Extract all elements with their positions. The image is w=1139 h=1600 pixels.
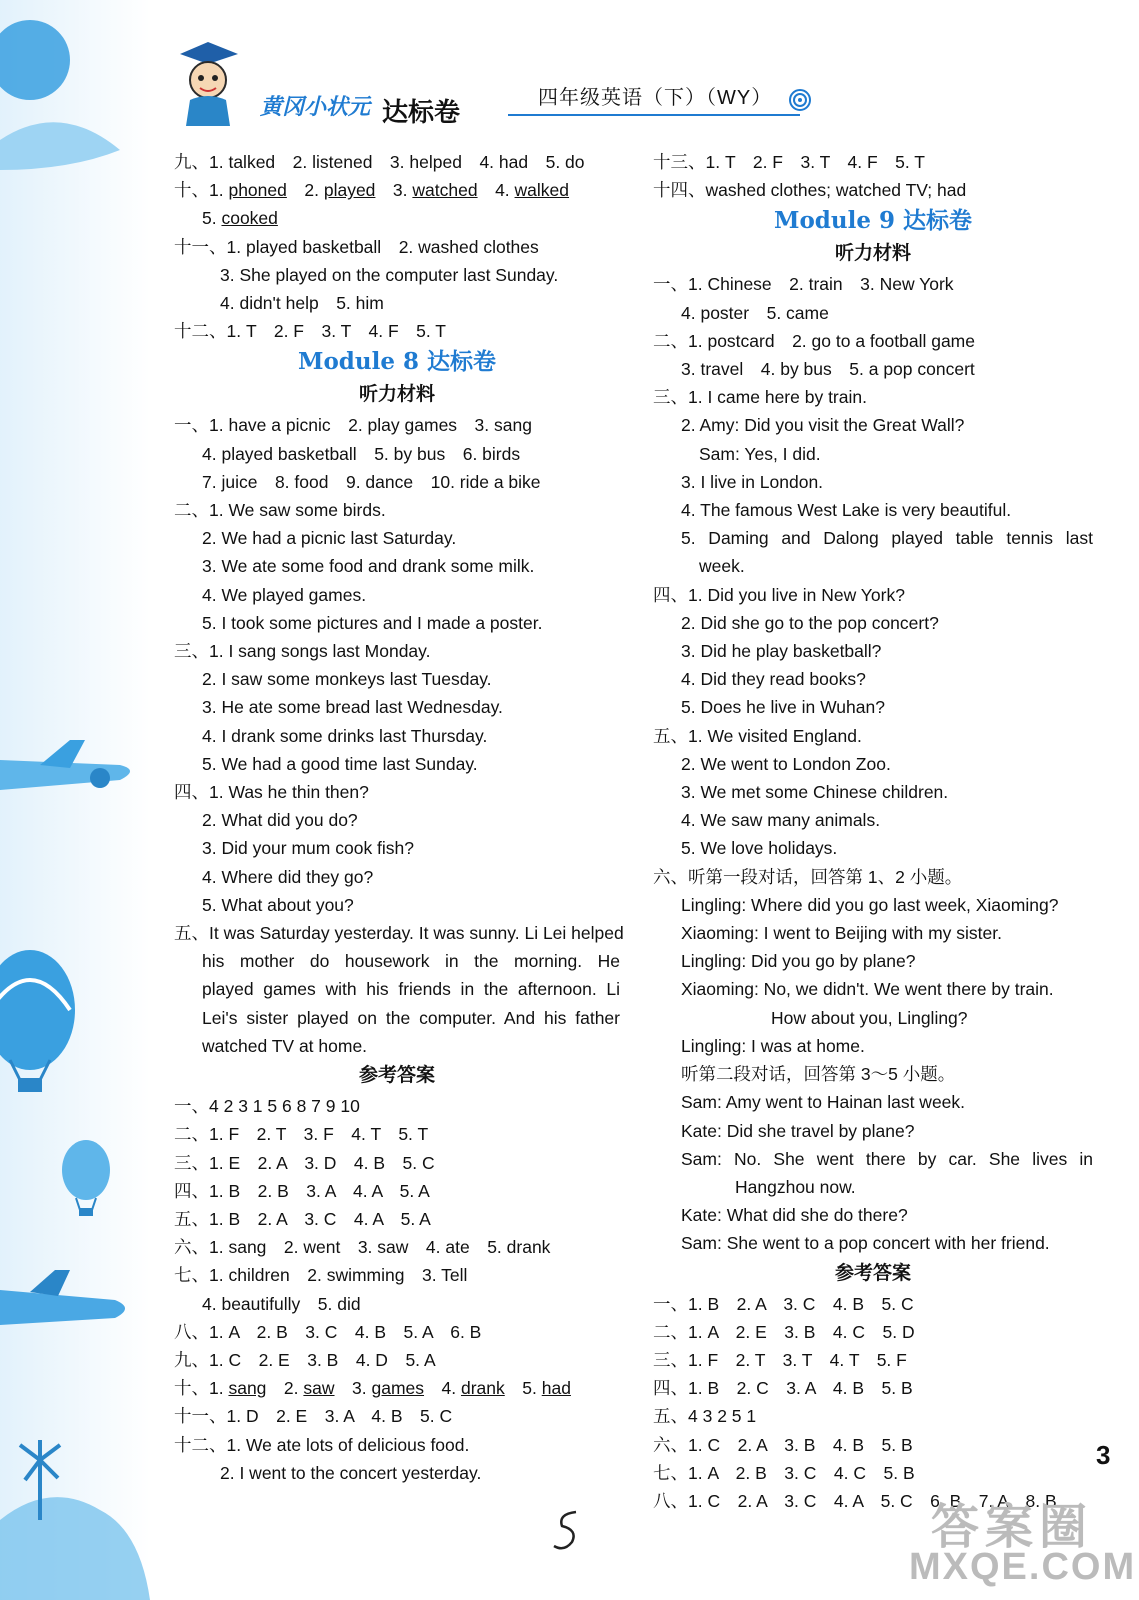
answer-line: 二、1. A 2. E 3. B 4. C 5. D — [653, 1321, 915, 1342]
dialogue-line: Xiaoming: No, we didn't. We went there by train. — [681, 979, 1054, 1000]
text-line: 一、1. have a picnic 2. play games 3. sang — [174, 415, 532, 436]
dialogue-line: Xiaoming: I went to Beijing with my sister. — [681, 923, 1002, 944]
page-number: 3 — [1096, 1440, 1111, 1470]
answer-line: 十二、1. T 2. F 3. T 4. F 5. T — [174, 321, 446, 342]
text-line: his mother do housework in the morning. He — [202, 951, 620, 972]
text-line: 3. Did he play basketball? — [681, 641, 882, 662]
text-line: 六、听第一段对话，回答第 1、2 小题。 — [653, 866, 963, 887]
answer-line: 4. didn't help 5. him — [220, 293, 384, 314]
grade-text: 四年级英语（下）（WY） — [538, 87, 773, 109]
answer-line: 二、1. F 2. T 3. F 4. T 5. T — [174, 1124, 429, 1145]
dialogue-line: Lingling: Did you go by plane? — [681, 951, 916, 972]
answer-line: 十四、washed clothes; watched TV; had — [653, 180, 967, 201]
text-line: 三、1. I sang songs last Monday. — [174, 641, 431, 662]
text-line: 五、It was Saturday yesterday. It was sunny. Li Lei helped — [174, 923, 624, 944]
text-line: 一、1. Chinese 2. train 3. New York — [653, 274, 954, 295]
answer-line: 四、1. B 2. C 3. A 4. B 5. B — [653, 1378, 913, 1399]
handwritten-mark-icon — [548, 1508, 588, 1554]
text-line: 3. I live in London. — [681, 471, 824, 492]
text-line: 4. Did they read books? — [681, 669, 866, 690]
text-line: 二、1. We saw some birds. — [174, 500, 386, 521]
swirl-icon — [788, 88, 812, 112]
answer-line: 3. She played on the computer last Sunday. — [220, 264, 559, 285]
text-line: 5. What about you? — [202, 894, 354, 915]
text-line: 5. I took some pictures and I made a poster. — [202, 612, 543, 633]
answer-line: 五、4 3 2 5 1 — [653, 1406, 757, 1427]
answer-line: 七、1. A 2. B 3. C 4. C 5. B — [653, 1462, 915, 1483]
module-8-title: Module 8 达标卷 — [298, 348, 496, 376]
answer-line: 五、1. B 2. A 3. C 4. A 5. A — [174, 1208, 431, 1229]
dialogue-line: Sam: Amy went to Hainan last week. — [681, 1092, 966, 1113]
answer-line: 十一、1. played basketball 2. washed clothes — [174, 236, 539, 257]
text-line: 3. We ate some food and drank some milk. — [202, 556, 535, 577]
answer-line: 七、1. children 2. swimming 3. Tell — [174, 1265, 468, 1286]
answer-line: 八、1. A 2. B 3. C 4. B 5. A 6. B — [174, 1321, 482, 1342]
text-line: 5. We had a good time last Sunday. — [202, 753, 478, 774]
text-line: 五、1. We visited England. — [653, 725, 862, 746]
text-line: 3. He ate some bread last Wednesday. — [202, 697, 503, 718]
dialogue-line: Sam: No. She went there by car. She lives in — [681, 1148, 1093, 1169]
answer-line: 四、1. B 2. B 3. A 4. A 5. A — [174, 1180, 430, 1201]
text-line: 2. Did she go to the pop concert? — [681, 612, 939, 633]
dialogue-line: Lingling: I was at home. — [681, 1035, 865, 1056]
text-line: 2. I saw some monkeys last Tuesday. — [202, 669, 492, 690]
watermark-cn: 答案圈 — [931, 1501, 1094, 1554]
answers-heading: 参考答案 — [358, 1065, 435, 1087]
grade-label — [508, 82, 800, 116]
text-line: 四、1. Did you live in New York? — [653, 584, 905, 605]
text-line: 2. Amy: Did you visit the Great Wall? — [681, 415, 965, 436]
logo-script-text: 黄冈小状元 — [260, 94, 371, 120]
text-line: played games with his friends in the afternoon. Li — [202, 979, 620, 1000]
text-line: 2. We went to London Zoo. — [681, 753, 891, 774]
text-line: Lei's sister played on the computer. And his father — [202, 1007, 620, 1028]
text-line: 4. We played games. — [202, 584, 367, 605]
dialogue-line: How about you, Lingling? — [771, 1007, 968, 1028]
decoration-illustration — [0, 0, 150, 1600]
dialogue-line: Kate: Did she travel by plane? — [681, 1120, 915, 1141]
answer-line: 5. cooked — [202, 208, 278, 229]
answer-line: 十二、1. We ate lots of delicious food. — [174, 1434, 470, 1455]
text-line: 3. We met some Chinese children. — [681, 782, 949, 803]
text-line: 三、1. I came here by train. — [653, 387, 867, 408]
text-line: 4. I drank some drinks last Thursday. — [202, 725, 488, 746]
dialogue-line: Sam: She went to a pop concert with her friend. — [681, 1233, 1050, 1254]
text-line: 4. We saw many animals. — [681, 810, 881, 831]
answer-line: 三、1. E 2. A 3. D 4. B 5. C — [174, 1152, 435, 1173]
module-9-title: Module 9 达标卷 — [774, 207, 972, 235]
text-line: 3. Did your mum cook fish? — [202, 838, 415, 859]
text-line: 5. We love holidays. — [681, 838, 838, 859]
answer-line: 十一、1. D 2. E 3. A 4. B 5. C — [174, 1406, 453, 1427]
left-column — [174, 148, 624, 1487]
text-line: 2. We had a picnic last Saturday. — [202, 528, 457, 549]
answer-line: 十三、1. T 2. F 3. T 4. F 5. T — [653, 152, 925, 172]
text-line: watched TV at home. — [202, 1035, 368, 1056]
text-line: 3. travel 4. by bus 5. a pop concert — [681, 359, 975, 380]
answer-line: 九、1. C 2. E 3. B 4. D 5. A — [174, 1349, 436, 1370]
text-line: Sam: Yes, I did. — [699, 443, 821, 464]
answer-line: 三、1. F 2. T 3. T 4. T 5. F — [653, 1349, 907, 1370]
page-header — [160, 30, 800, 140]
answer-line: 一、1. B 2. A 3. C 4. B 5. C — [653, 1293, 914, 1314]
text-line: 四、1. Was he thin then? — [174, 782, 369, 803]
answer-line: 十、1. phoned 2. played 3. watched 4. walked — [174, 180, 570, 201]
listening-heading: 听力材料 — [834, 243, 911, 265]
text-line: 7. juice 8. food 9. dance 10. ride a bike — [202, 471, 541, 492]
text-line: 二、1. postcard 2. go to a football game — [653, 330, 975, 351]
right-column — [653, 148, 1093, 1515]
watermark-en: MXQE.COM — [909, 1546, 1137, 1588]
text-line: 5. Daming and Dalong played table tennis last — [681, 528, 1093, 549]
dialogue-line: Lingling: Where did you go last week, Xiaoming? — [681, 894, 1059, 915]
text-line: 2. What did you do? — [202, 810, 358, 831]
mascot-logo-icon — [172, 40, 244, 126]
text-line: 4. The famous West Lake is very beautiful. — [681, 500, 1012, 521]
listening-heading: 听力材料 — [358, 384, 435, 406]
answer-line: 2. I went to the concert yesterday. — [220, 1462, 482, 1483]
watermark — [905, 1488, 1135, 1598]
text-line: 5. Does he live in Wuhan? — [681, 697, 885, 718]
text-line: week. — [699, 556, 745, 577]
text-line: 4. Where did they go? — [202, 866, 374, 887]
answer-line: 六、1. sang 2. went 3. saw 4. ate 5. drank — [174, 1237, 551, 1258]
answer-line: 六、1. C 2. A 3. B 4. B 5. B — [653, 1434, 913, 1455]
answer-line: 十、1. sang 2. saw 3. games 4. drank 5. had — [174, 1378, 571, 1399]
answer-line: 4. beautifully 5. did — [202, 1293, 361, 1314]
text-line: 听第二段对话，回答第 3～5 小题。 — [681, 1064, 956, 1085]
text-line: 4. poster 5. came — [681, 302, 829, 323]
answer-line: 八、1. C 2. A 3. C 4. A 5. C 6. B 7. A 8. B — [653, 1490, 1057, 1511]
text-line: 4. played basketball 5. by bus 6. birds — [202, 443, 521, 464]
answer-line: 九、1. talked 2. listened 3. helped 4. had 5. do — [174, 152, 585, 172]
left-decoration — [0, 0, 150, 1600]
answers-heading: 参考答案 — [834, 1262, 911, 1284]
dialogue-line: Kate: What did she do there? — [681, 1205, 908, 1226]
logo-title: 达标卷 — [382, 98, 461, 128]
dialogue-line: Hangzhou now. — [735, 1176, 856, 1197]
answer-line: 一、4 2 3 1 5 6 8 7 9 10 — [174, 1096, 360, 1117]
